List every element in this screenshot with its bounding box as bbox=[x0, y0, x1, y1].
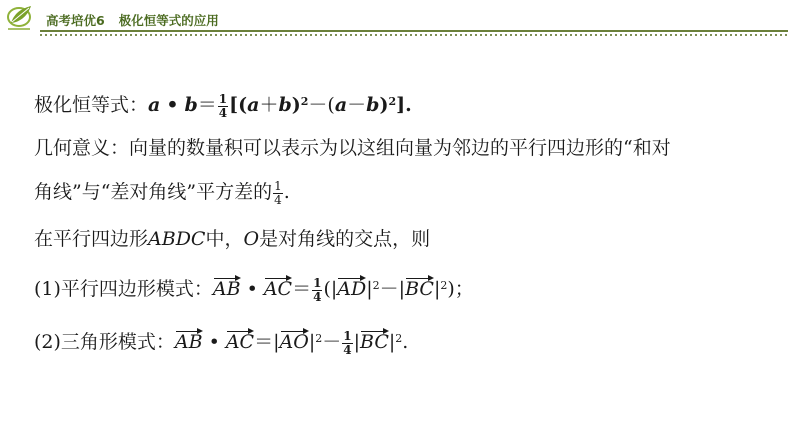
leaf-logo-icon bbox=[6, 3, 34, 33]
header-bar bbox=[0, 0, 794, 40]
header-rule bbox=[40, 30, 788, 32]
vector-ab: AB bbox=[174, 331, 203, 354]
vector-ad: AD bbox=[337, 278, 367, 301]
vector-ao: AO bbox=[279, 331, 309, 354]
topic-label: 极化恒等式的应用 bbox=[118, 13, 219, 28]
chapter-label: 高考培优6 bbox=[46, 13, 105, 28]
identity-label: 极化恒等式： bbox=[34, 94, 149, 117]
meaning-line-1: 几何意义：向量的数量积可以表示为以这组向量为邻边的平行四边形的“和对 bbox=[34, 137, 671, 159]
fraction: $\frac{1}{4}$ bbox=[343, 329, 352, 357]
parallelogram-mode-line: (1)平行四边形模式：AB • AC＝ $\frac{1}{4}$ $(|AD|^2-|BC|^2)$； bbox=[34, 276, 474, 304]
fraction: $\frac{1}{4}$ bbox=[313, 276, 322, 304]
meaning-line-2: 角线”与“差对角线”平方差的 $\frac{1}{4}$ . bbox=[34, 179, 290, 207]
vector-bc: BC bbox=[360, 331, 389, 354]
identity-line: 极化恒等式：a • b＝ $\frac{1}{4}$ $[(a+b)^2-(a-b)^2]$. bbox=[34, 92, 412, 120]
header-dotted-rule bbox=[40, 34, 788, 36]
fraction: $\frac{1}{4}$ bbox=[218, 92, 228, 120]
triangle-mode-line: (2)三角形模式：AB • $AC=|AO|^2-$ $\frac{1}{4}$ $|BC|^2$. bbox=[34, 329, 409, 357]
vector-ac: AC bbox=[225, 331, 255, 354]
vector-ac: AC bbox=[263, 278, 293, 301]
vector-bc: BC bbox=[405, 278, 434, 301]
parallelogram-line: 在平行四边形ABDC中，O是对角线的交点，则 bbox=[34, 228, 431, 250]
fraction: $\frac{1}{4}$ bbox=[274, 179, 282, 207]
vector-ab: AB bbox=[212, 278, 241, 301]
header-title bbox=[46, 11, 219, 29]
